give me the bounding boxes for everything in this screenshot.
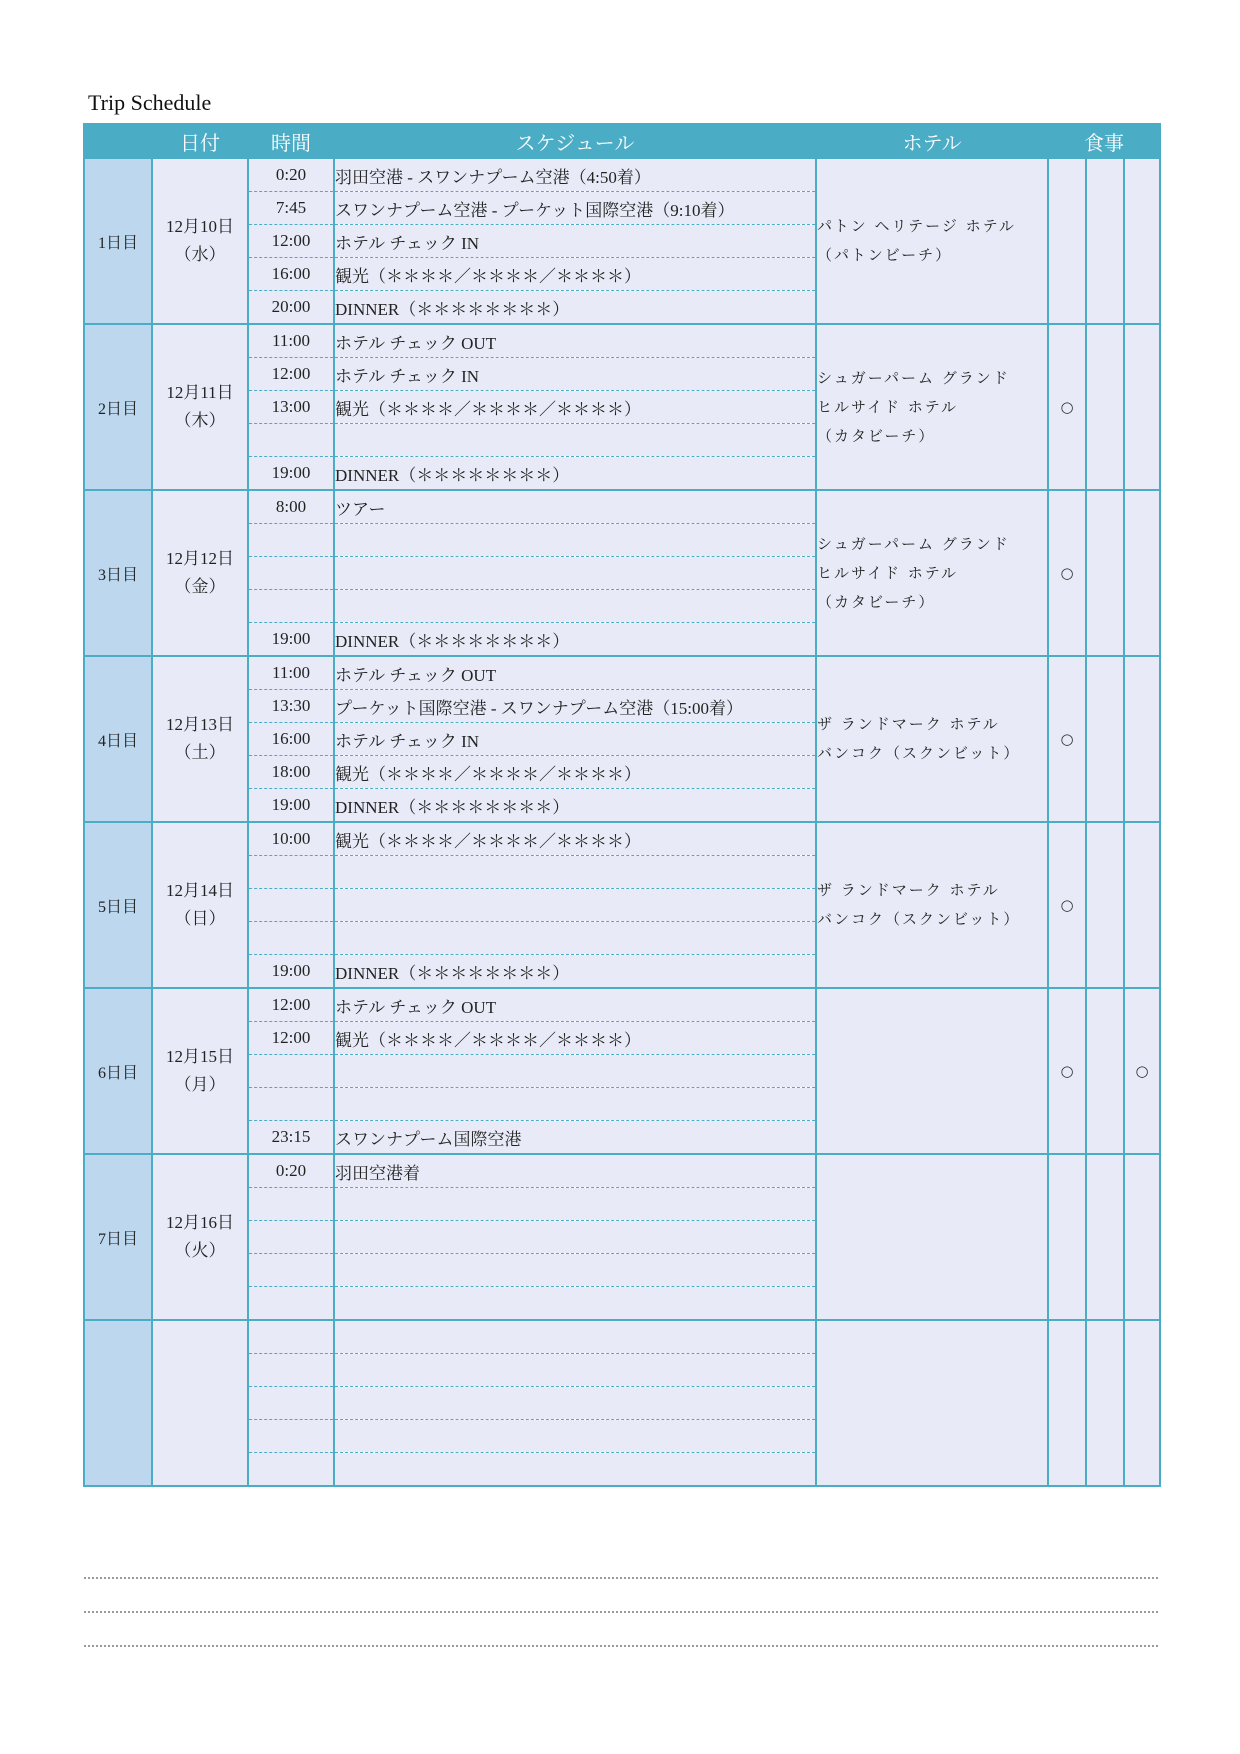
day-label: 1日目 [84, 158, 152, 324]
time-cell[interactable] [248, 922, 334, 955]
schedule-cell[interactable]: ツアー [334, 490, 816, 524]
date-cell [152, 158, 248, 324]
hotel-cell[interactable] [816, 656, 1048, 822]
time-cell[interactable] [248, 1287, 334, 1321]
time-cell[interactable]: 23:15 [248, 1121, 334, 1155]
time-cell[interactable]: 19:00 [248, 623, 334, 657]
time-cell[interactable]: 13:30 [248, 690, 334, 723]
time-cell[interactable]: 12:00 [248, 1022, 334, 1055]
meal-cell[interactable]: ○ [1048, 656, 1086, 822]
time-cell[interactable]: 8:00 [248, 490, 334, 524]
note-line[interactable] [84, 1611, 1158, 1613]
hotel-line: パトン ヘリテージ ホテル [817, 217, 1016, 235]
time-cell[interactable]: 0:20 [248, 158, 334, 192]
meal-cell[interactable] [1124, 1154, 1160, 1320]
time-cell[interactable] [248, 1055, 334, 1088]
schedule-cell[interactable] [334, 889, 816, 922]
time-cell[interactable]: 13:00 [248, 391, 334, 424]
time-cell[interactable] [248, 424, 334, 457]
schedule-cell[interactable] [334, 922, 816, 955]
table-row [84, 490, 1160, 524]
hotel-cell[interactable] [816, 1154, 1048, 1320]
hotel-cell[interactable] [816, 822, 1048, 988]
hotel-line: シュガーパーム グランド [817, 368, 1010, 387]
hotel-line: ザ ランドマーク ホテル [817, 715, 1000, 733]
time-cell[interactable] [248, 889, 334, 922]
hotel-line: ヒルサイド ホテル [817, 397, 958, 416]
header-schedule: スケジュール [334, 124, 816, 158]
schedule-cell[interactable] [334, 1453, 816, 1487]
meal-cell[interactable] [1124, 158, 1160, 324]
header-date: 日付 [152, 124, 248, 158]
meal-cell[interactable]: ○ [1048, 988, 1086, 1154]
page-title: Trip Schedule [88, 90, 212, 115]
time-cell[interactable]: 0:20 [248, 1154, 334, 1188]
meal-cell[interactable] [1124, 490, 1160, 656]
schedule-cell[interactable]: 観光（＊＊＊＊／＊＊＊＊／＊＊＊＊） [334, 391, 816, 424]
schedule-cell[interactable]: ホテル チェック IN [334, 225, 816, 258]
hotel-cell[interactable] [816, 324, 1048, 490]
schedule-cell[interactable]: ホテル チェック IN [334, 723, 816, 756]
hotel-line: ザ ランドマーク ホテル [817, 881, 1000, 899]
meal-cell[interactable] [1124, 822, 1160, 988]
time-cell[interactable]: 16:00 [248, 723, 334, 756]
schedule-cell[interactable] [334, 1254, 816, 1287]
time-cell[interactable] [248, 1254, 334, 1287]
weekday-text: （木） [174, 411, 226, 430]
hotel-cell[interactable] [816, 988, 1048, 1154]
time-cell[interactable]: 20:00 [248, 291, 334, 325]
meal-cell[interactable] [1086, 822, 1124, 988]
day-label: 5日目 [84, 822, 152, 988]
schedule-cell[interactable]: プーケット国際空港 - スワンナプーム空港（15:00着） [334, 690, 816, 723]
date-cell [152, 656, 248, 822]
weekday-text: （日） [174, 909, 226, 928]
schedule-cell[interactable] [334, 1420, 816, 1453]
time-cell[interactable]: 19:00 [248, 789, 334, 823]
time-cell[interactable]: 18:00 [248, 756, 334, 789]
date-cell [152, 988, 248, 1154]
hotel-line: バンコク（スクンビット） [817, 744, 1021, 762]
date-text: 12月15日 [166, 1047, 234, 1066]
time-cell[interactable]: 12:00 [248, 988, 334, 1022]
schedule-cell[interactable] [334, 524, 816, 557]
hotel-cell[interactable] [816, 158, 1048, 324]
time-cell[interactable] [248, 557, 334, 590]
table-row [84, 988, 1160, 1022]
schedule-cell[interactable]: DINNER（＊＊＊＊＊＊＊＊） [334, 457, 816, 491]
hotel-cell[interactable] [816, 490, 1048, 656]
time-cell[interactable] [248, 1420, 334, 1453]
table-row [84, 656, 1160, 690]
schedule-cell[interactable] [334, 1387, 816, 1420]
schedule-cell[interactable]: 観光（＊＊＊＊／＊＊＊＊／＊＊＊＊） [334, 258, 816, 291]
date-cell [152, 490, 248, 656]
schedule-cell[interactable] [334, 1354, 816, 1387]
time-cell[interactable]: 12:00 [248, 225, 334, 258]
meal-cell[interactable] [1048, 1154, 1086, 1320]
meal-cell[interactable] [1086, 324, 1124, 490]
time-cell[interactable]: 19:00 [248, 955, 334, 989]
date-cell [152, 324, 248, 490]
meal-cell[interactable] [1124, 324, 1160, 490]
weekday-text: （火） [174, 1241, 226, 1260]
day-label: 2日目 [84, 324, 152, 490]
schedule-cell[interactable]: 羽田空港着 [334, 1154, 816, 1188]
day-label [84, 1320, 152, 1486]
hotel-line: （カタビーチ） [817, 592, 936, 611]
schedule-cell[interactable]: スワンナプーム国際空港 [334, 1121, 816, 1155]
day-label: 4日目 [84, 656, 152, 822]
schedule-cell[interactable] [334, 1287, 816, 1321]
date-cell [152, 1320, 248, 1486]
schedule-cell[interactable] [334, 1055, 816, 1088]
weekday-text: （月） [174, 1075, 226, 1094]
time-cell[interactable] [248, 1088, 334, 1121]
meal-cell[interactable] [1048, 1320, 1086, 1486]
table-row [84, 1154, 1160, 1188]
table-row [84, 1320, 1160, 1354]
hotel-line: バンコク（スクンビット） [817, 910, 1021, 928]
schedule-cell[interactable]: DINNER（＊＊＊＊＊＊＊＊） [334, 291, 816, 325]
schedule-cell[interactable]: DINNER（＊＊＊＊＊＊＊＊） [334, 955, 816, 989]
meal-cell[interactable] [1086, 490, 1124, 656]
header-hotel: ホテル [816, 124, 1048, 158]
schedule-cell[interactable]: スワンナプーム空港 - プーケット国際空港（9:10着） [334, 192, 816, 225]
hotel-line: ヒルサイド ホテル [817, 563, 958, 582]
table-row [84, 158, 1160, 192]
header-meal: 食事 [1048, 124, 1160, 158]
hotel-line: （パトンビーチ） [817, 246, 953, 264]
time-cell[interactable]: 11:00 [248, 324, 334, 358]
meal-cell[interactable] [1048, 158, 1086, 324]
schedule-cell[interactable] [334, 424, 816, 457]
time-cell[interactable] [248, 1354, 334, 1387]
time-cell[interactable]: 10:00 [248, 822, 334, 856]
schedule-cell[interactable] [334, 1320, 816, 1354]
time-cell[interactable] [248, 1320, 334, 1354]
schedule-cell[interactable]: ホテル チェック OUT [334, 656, 816, 690]
weekday-text: （水） [174, 245, 226, 264]
schedule-cell[interactable] [334, 557, 816, 590]
time-cell[interactable]: 16:00 [248, 258, 334, 291]
schedule-cell[interactable]: 羽田空港 - スワンナプーム空港（4:50着） [334, 158, 816, 192]
meal-cell[interactable]: ○ [1048, 822, 1086, 988]
date-text: 12月12日 [166, 549, 234, 568]
schedule-cell[interactable]: ホテル チェック IN [334, 358, 816, 391]
date-text: 12月10日 [166, 217, 234, 236]
schedule-cell[interactable]: ホテル チェック OUT [334, 988, 816, 1022]
hotel-line: シュガーパーム グランド [817, 534, 1010, 553]
meal-cell[interactable] [1124, 656, 1160, 822]
meal-cell[interactable] [1086, 1154, 1124, 1320]
note-line[interactable] [84, 1577, 1158, 1579]
schedule-cell[interactable] [334, 856, 816, 889]
weekday-text: （金） [174, 577, 226, 596]
date-cell [152, 1154, 248, 1320]
schedule-cell[interactable]: 観光（＊＊＊＊／＊＊＊＊／＊＊＊＊） [334, 756, 816, 789]
table-header [84, 124, 1160, 158]
time-cell[interactable] [248, 1188, 334, 1221]
date-text: 12月11日 [166, 383, 234, 402]
schedule-cell[interactable]: DINNER（＊＊＊＊＊＊＊＊） [334, 623, 816, 657]
date-text: 12月16日 [166, 1213, 234, 1232]
time-cell[interactable]: 12:00 [248, 358, 334, 391]
header-time: 時間 [248, 124, 334, 158]
time-cell[interactable] [248, 1387, 334, 1420]
time-cell[interactable]: 11:00 [248, 656, 334, 690]
date-text: 12月13日 [166, 715, 234, 734]
schedule-cell[interactable]: 観光（＊＊＊＊／＊＊＊＊／＊＊＊＊） [334, 1022, 816, 1055]
schedule-cell[interactable] [334, 1088, 816, 1121]
time-cell[interactable] [248, 1221, 334, 1254]
meal-cell[interactable] [1086, 158, 1124, 324]
schedule-cell[interactable] [334, 1221, 816, 1254]
hotel-cell[interactable] [816, 1320, 1048, 1486]
time-cell[interactable] [248, 856, 334, 889]
time-cell[interactable] [248, 1453, 334, 1487]
meal-cell[interactable]: ○ [1048, 490, 1086, 656]
time-cell[interactable] [248, 590, 334, 623]
meal-cell[interactable]: ○ [1048, 324, 1086, 490]
day-label: 6日目 [84, 988, 152, 1154]
date-cell [152, 822, 248, 988]
day-label: 3日目 [84, 490, 152, 656]
time-cell[interactable] [248, 524, 334, 557]
weekday-text: （土） [174, 743, 226, 762]
table-row [84, 324, 1160, 358]
note-line[interactable] [84, 1645, 1158, 1647]
day-label: 7日目 [84, 1154, 152, 1320]
meal-cell[interactable] [1086, 656, 1124, 822]
meal-cell[interactable]: ○ [1124, 988, 1160, 1154]
schedule-table [83, 123, 1161, 1487]
schedule-cell[interactable] [334, 1188, 816, 1221]
meal-cell[interactable] [1086, 988, 1124, 1154]
schedule-cell[interactable]: DINNER（＊＊＊＊＊＊＊＊） [334, 789, 816, 823]
hotel-line: （カタビーチ） [817, 426, 936, 445]
schedule-body [84, 158, 1160, 1486]
schedule-cell[interactable]: 観光（＊＊＊＊／＊＊＊＊／＊＊＊＊） [334, 822, 816, 856]
time-cell[interactable]: 19:00 [248, 457, 334, 491]
date-text: 12月14日 [166, 881, 234, 900]
schedule-cell[interactable]: ホテル チェック OUT [334, 324, 816, 358]
meal-cell[interactable] [1086, 1320, 1124, 1486]
table-row [84, 822, 1160, 856]
header-day [84, 124, 152, 158]
time-cell[interactable]: 7:45 [248, 192, 334, 225]
meal-cell[interactable] [1124, 1320, 1160, 1486]
schedule-cell[interactable] [334, 590, 816, 623]
